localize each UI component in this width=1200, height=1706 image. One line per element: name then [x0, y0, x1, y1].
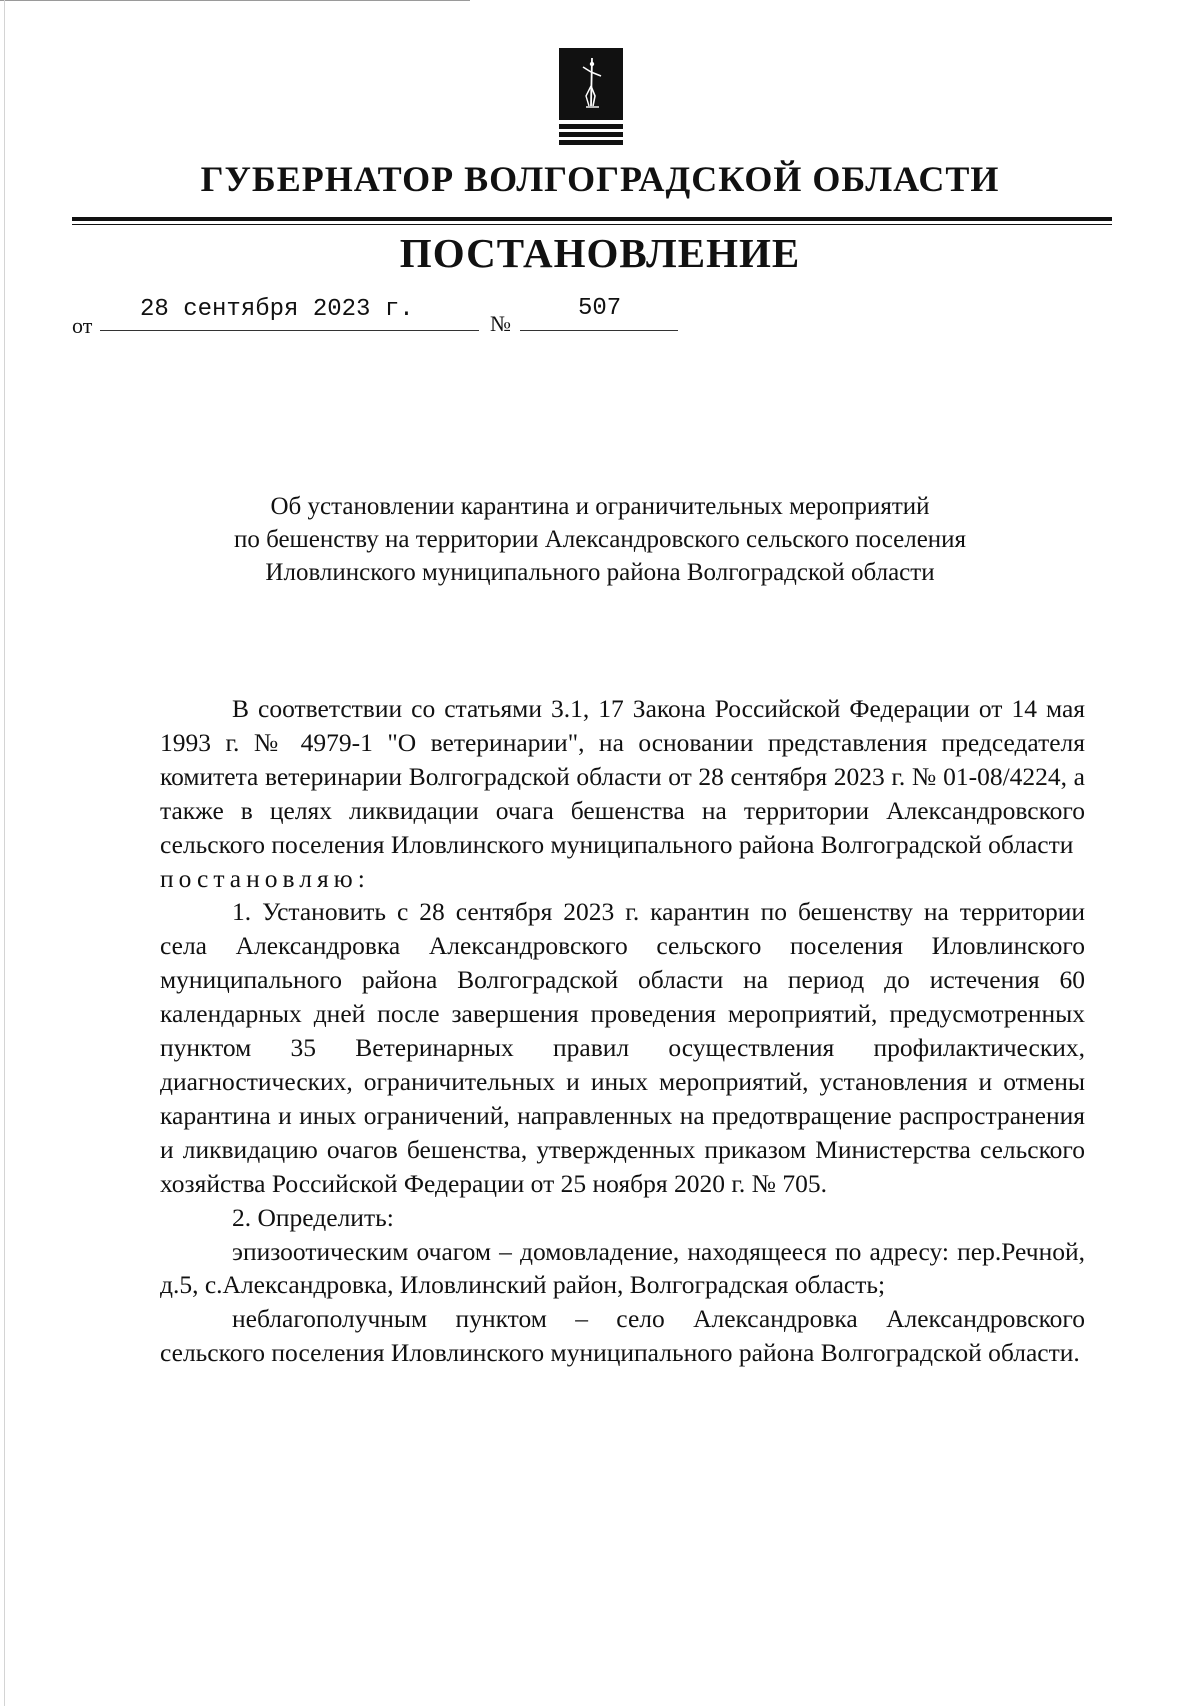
- issuer-title: ГУБЕРНАТОР ВОЛГОГРАДСКОЙ ОБЛАСТИ: [200, 159, 1000, 199]
- volgograd-emblem-icon: [555, 46, 627, 146]
- item-2-heading: 2. Определить:: [232, 1202, 394, 1232]
- document-type: ПОСТАНОВЛЕНИЕ: [399, 230, 801, 276]
- number-prefix: №: [490, 311, 511, 336]
- scan-edge-top: [0, 0, 470, 1]
- header-rule-thick: [72, 217, 1112, 221]
- date-prefix: от: [72, 313, 93, 338]
- item-1-paragraph: 1. Установить с 28 сентября 2023 г. карантин по бешенству на территории села Александровка Александровского сельского поселения Иловлинского муниципального района Волгоградской области на период до истечения 60 календарных дней после завершения проведения мероприятий, предусмотренных пунктом 35 Ветеринарных правил осуществления профилактических, диагностических, ограничительных и иных мероприятий, установления и отмены карантина и иных ограничений, направленных на предотвращение распространения и ликвидацию очагов бешенства, утвержденных приказом Министерства сельского хозяйства Российской Федерации от 25 ноября 2020 г. № 705.: [160, 897, 1085, 1198]
- date-underline: [100, 330, 479, 331]
- document-body: [160, 692, 1085, 1370]
- subject-line: по бешенству на территории Александровского сельского поселения: [233, 526, 967, 553]
- subject-line: Об установлении карантина и ограничительных мероприятий: [270, 493, 930, 520]
- document-subject: [150, 490, 1050, 589]
- preamble-paragraph: В соответствии со статьями 3.1, 17 Закона Российской Федерации от 14 мая 1993 г. № 4979-1 "О ветеринарии", на основании представления председателя комитета ветеринарии Волгоградской области от 28 сентября 2023 г. № 01-08/4224, а также в целях ликвидации очага бешенства на территории Александровского сельского поселения Иловлинского муниципального района Волгоградской области: [160, 694, 1085, 859]
- item-2-area-paragraph: неблагополучным пунктом – село Александровка Александровского сельского поселения Иловлинского муниципального района Волгоградской области.: [160, 1304, 1085, 1368]
- document-number: 507: [578, 295, 622, 322]
- subject-line: Иловлинского муниципального района Волгоградской области: [265, 559, 935, 586]
- decree-word: постановляю:: [160, 863, 370, 893]
- document-date: 28 сентября 2023 г.: [140, 296, 414, 323]
- number-underline: [520, 330, 678, 331]
- item-2-focus-paragraph: эпизоотическим очагом – домовладение, находящееся по адресу: пер.Речной, д.5, с.Александровка, Иловлинский район, Волгоградская область;: [160, 1236, 1085, 1300]
